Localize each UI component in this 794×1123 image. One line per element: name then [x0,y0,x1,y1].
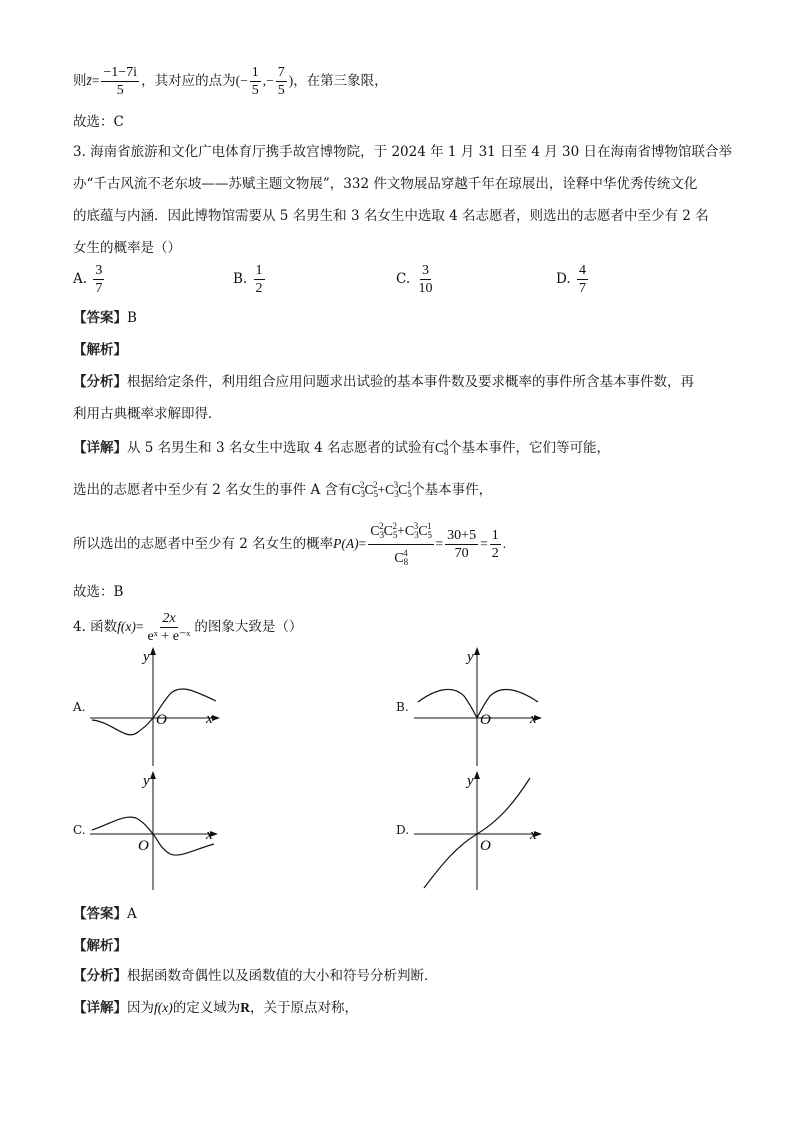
option-fraction [416,262,434,297]
q3-jiexi [73,338,127,358]
text: 个基本事件，它们等可能， [448,440,611,456]
q2-choice: 故选：C [73,114,124,130]
denominator: $C_8^4$ [394,548,409,567]
q4-answer [73,902,137,922]
origin-label: O [480,712,491,728]
fraction-x [250,64,261,99]
text: ，其对应的点为 [141,73,236,89]
paren: ) [288,73,294,88]
text: 4. 函数 [73,619,118,635]
numerator: 2x [162,611,176,626]
paren: (− [235,73,248,88]
q3-stem-line3: 的底蕴与内涵．因此博物馆需要从 5 名男生和 3 名女生中选取 4 名志愿者，则选出的志愿者中至少有 2 名 [73,208,709,224]
q4-detail-line1 [73,996,358,1016]
numerator: 1 [255,263,263,278]
x-label: x [530,711,537,727]
q3-option-a[interactable] [73,262,106,297]
real-set: R [240,1000,250,1015]
numerator: 1 [251,65,259,80]
f-of-x: f(x) [117,619,136,634]
graph-a-label[interactable]: A. [73,700,86,714]
q3-option-d[interactable] [556,262,590,297]
numerator: 4 [578,263,586,278]
denominator: 10 [418,281,433,296]
fenxi-tag: 【分析】 [73,968,127,984]
denominator: eˣ + e⁻ˣ [147,629,191,644]
xiangjie-tag: 【详解】 [73,440,127,456]
numerator: 1 [491,528,499,543]
x-label: x [206,711,213,727]
q3-detail-line2 [73,478,492,499]
fraction-comb [368,518,433,571]
q3-option-c[interactable] [396,262,436,297]
answer-tag: 【答案】 [73,906,127,922]
denominator: 5 [277,83,285,98]
text: 从 5 名男生和 3 名女生中选取 4 名志愿者的试验有 [127,440,436,456]
q4-stem: 4. 函数f(x)= $\frac{2x}{\text{eˣ + e⁻ˣ}}$ 的图象大致是（） [73,611,303,644]
y-label: y [467,773,474,789]
denominator: 7 [578,281,586,296]
denominator: 5 [116,83,124,98]
y-arrow [474,771,480,779]
denominator: 70 [454,546,469,561]
denominator: 7 [95,281,103,296]
q4-jiexi [73,934,127,954]
fraction-f [146,610,193,645]
option-label: A. [73,271,88,287]
option-fraction [93,262,104,297]
y-arrow [474,647,480,655]
x-label: x [530,827,537,843]
comb-c84: $C_8^4$ [435,438,449,457]
y-label: y [143,649,150,665]
y-label: y [143,773,150,789]
comma: ,− [262,73,274,88]
f-of-x: f(x) [154,1000,173,1015]
graph-c-label[interactable]: C. [73,823,86,837]
numerator: $C_3^2C_5^2+C_3^3C_5^1$ [368,518,433,545]
fenxi-text: 根据给定条件，利用组合应用问题求出试验的基本事件数及要求概率的事件所含基本事件数，再 [127,374,694,390]
denominator: 2 [491,546,499,561]
curve [92,689,216,735]
fenxi-tag: 【分析】 [73,374,127,390]
numerator: 7 [277,65,285,80]
numerator: 3 [421,263,429,278]
numerator: 3 [95,263,103,278]
q2-conclusion-line [73,64,388,99]
graph-b[interactable] [412,644,552,769]
origin-label: O [156,712,167,728]
curve [418,689,538,718]
origin-label: O [480,838,491,854]
y-label: y [467,649,474,665]
numerator: 30+5 [447,528,477,543]
text: 的定义域为 [172,1000,241,1016]
answer-tag: 【答案】 [73,310,127,326]
fraction-half [490,527,501,562]
q3-stem-line2: 办“千古风流不老东坡——苏赋主题文物展”，332 件文物展品穿越千年在琼展出，诠释中华优秀传统文化 [73,176,698,192]
text: 则 [73,73,87,89]
q3-fenxi-line2: 利用古典概率求解即得． [73,406,222,422]
text: ，在第三象限， [293,73,388,89]
option-label: B. [233,271,248,287]
jiexi-tag: 【解析】 [73,938,127,954]
fraction-y [276,64,287,99]
fenxi-text: 根据函数奇偶性以及函数值的大小和符号分析判断． [127,968,438,984]
y-arrow [150,771,156,779]
text: 因为 [127,1000,154,1016]
option-fraction [577,262,588,297]
y-arrow [150,647,156,655]
q3-stem-line1: 3. 海南省旅游和文化广电体育厅携手故宫博物院，于 2024 年 1 月 31 日至 4 月 30 日在海南省博物馆联合举 [73,144,732,160]
text: 个基本事件， [411,482,493,498]
option-label: D. [556,271,571,287]
numerator: −1−7i [103,65,138,80]
graph-d[interactable] [412,768,552,893]
q3-choice: 故选：B [73,584,124,600]
xiangjie-tag: 【详解】 [73,1000,127,1016]
jiexi-tag: 【解析】 [73,342,127,358]
graph-a[interactable] [88,644,228,769]
answer-value: A [127,906,137,922]
comb-expression: $C_3^2C_5^2+C_3^3C_5^1$ [351,480,412,499]
graph-c[interactable] [88,768,228,893]
x-label: x [206,827,213,843]
text: 选出的志愿者中至少有 2 名女生的事件 A 含有 [73,482,352,498]
q4-fenxi [73,964,438,984]
graph-b-label[interactable]: B. [396,700,409,714]
text: 所以选出的志愿者中至少有 2 名女生的概率 [73,536,334,552]
x-arrow [212,715,220,721]
z-bar: z̄ [86,73,92,88]
q3-answer [73,306,137,326]
option-fraction [254,262,265,297]
fraction-num [445,527,478,562]
fraction-z [101,64,139,99]
text: ，关于原点对称， [249,1000,358,1016]
denominator: 5 [251,83,259,98]
origin-label: O [138,838,149,854]
q3-option-b[interactable] [233,262,267,297]
q3-fenxi-line1 [73,370,694,390]
graph-d-label[interactable]: D. [396,823,410,837]
equals: = [91,73,100,88]
p-of-a: P(A) [333,536,359,551]
option-label: C. [396,271,411,287]
q3-detail-line3: 所以选出的志愿者中至少有 2 名女生的概率P(A)= $\frac{C_3^2C_5^2+C_3^3C_5^1}{C_8^4}$ = $\frac{30+5}{70}$ = $\frac{1}{2}$ . [73,518,506,571]
text: 的图象大致是（） [194,619,303,635]
q3-stem-line4: 女生的概率是（） [73,240,181,256]
q3-detail-line1 [73,436,610,457]
answer-value: B [127,310,137,326]
denominator: 2 [255,281,263,296]
